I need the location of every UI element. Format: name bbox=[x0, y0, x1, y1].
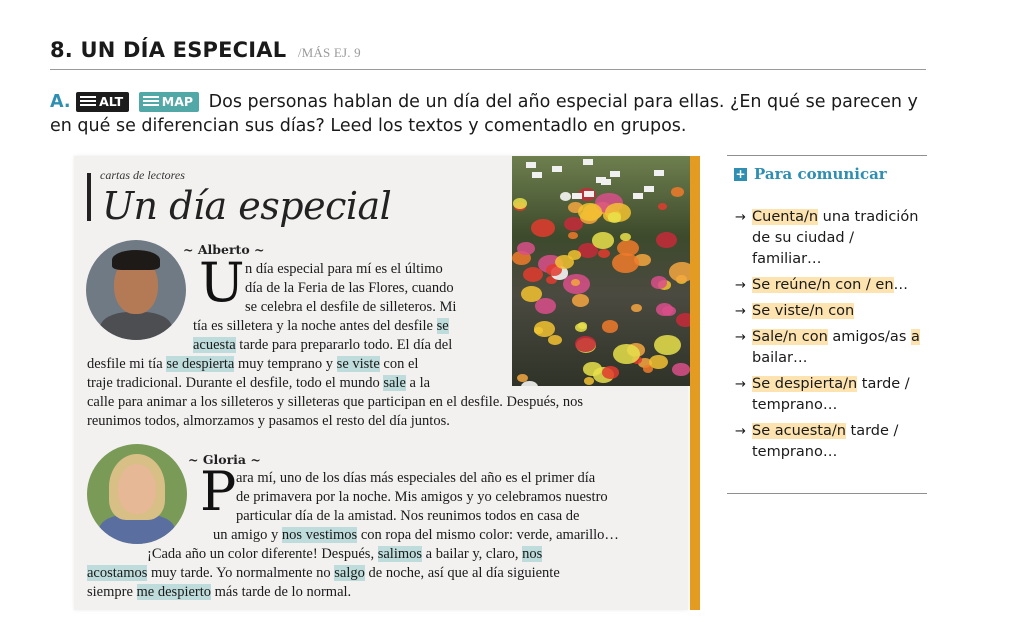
article-line bbox=[87, 393, 583, 412]
article-line bbox=[193, 317, 449, 336]
text-run: se celebra el desfile de silleteros. Mi bbox=[245, 299, 457, 315]
text-run: amigos/as bbox=[827, 329, 911, 345]
highlighted-verb: a bbox=[910, 329, 920, 345]
article-line bbox=[147, 545, 542, 564]
arrow-icon: → bbox=[735, 424, 746, 439]
gloria-avatar bbox=[87, 444, 187, 544]
text-run: una tradición de su ciudad / familiar… bbox=[752, 209, 919, 267]
plus-icon[interactable]: + bbox=[735, 167, 746, 181]
highlighted-verb: Se acuesta/n bbox=[752, 423, 846, 439]
text-run: muy temprano y bbox=[234, 356, 337, 372]
dropcap-gloria: P bbox=[200, 460, 237, 523]
arrow-icon: → bbox=[735, 304, 746, 319]
expression-item bbox=[735, 207, 925, 270]
arrow-icon: → bbox=[735, 330, 746, 345]
highlighted-verb: Se viste/n con bbox=[752, 303, 855, 319]
highlighted-verb: salimos bbox=[377, 546, 423, 562]
sidebar-title bbox=[734, 165, 887, 183]
text-run: tarde / temprano… bbox=[752, 376, 910, 413]
arrow-icon: → bbox=[735, 377, 746, 392]
expression-item bbox=[735, 374, 925, 416]
arrow-icon: → bbox=[735, 278, 746, 293]
section-heading: UN DÍA ESPECIAL bbox=[80, 38, 287, 62]
text-run: a bailar y, claro, bbox=[422, 546, 523, 562]
text-run: tía es silletera y la noche antes del desfile bbox=[193, 318, 437, 334]
arrow-icon: → bbox=[735, 210, 746, 225]
menu-icon bbox=[143, 95, 159, 107]
article-title: Un día especial bbox=[102, 184, 392, 228]
article-line bbox=[236, 488, 608, 507]
text-run: tarde / temprano… bbox=[752, 423, 899, 460]
text-run: un amigo y bbox=[213, 527, 282, 543]
article-line bbox=[87, 374, 430, 393]
instruction bbox=[50, 90, 930, 138]
article-line bbox=[245, 260, 443, 279]
text-run: desfile mi tía bbox=[87, 356, 167, 372]
highlighted-verb: Cuenta/n bbox=[752, 209, 819, 225]
highlighted-verb: salgo bbox=[334, 565, 365, 581]
text-run: con ropa del mismo color: verde, amarillo… bbox=[357, 527, 619, 543]
highlighted-verb: se despierta bbox=[166, 356, 235, 372]
text-run: particular día de la amistad. Nos reunimos todos en casa de bbox=[236, 508, 580, 524]
highlighted-verb: acostamos bbox=[87, 565, 148, 581]
expression-item bbox=[735, 275, 925, 296]
sidebar-bottom-rule bbox=[727, 493, 927, 494]
highlighted-verb: nos bbox=[522, 546, 543, 562]
text-run: ¡Cada año un color diferente! Después, bbox=[147, 546, 378, 562]
text-run: de primavera por la noche. Mis amigos y yo celebramos nuestro bbox=[236, 489, 608, 505]
author-alberto: ~ Alberto ~ bbox=[183, 242, 265, 257]
author-gloria: ~ Gloria ~ bbox=[188, 452, 261, 467]
text-run: más tarde de lo normal. bbox=[211, 584, 352, 600]
section-title bbox=[50, 38, 361, 62]
magazine-label: cartas de lectores bbox=[100, 168, 185, 182]
expression-list bbox=[735, 207, 925, 468]
text-run: día de la Feria de las Flores, cuando bbox=[245, 280, 454, 296]
text-run: … bbox=[893, 277, 909, 293]
highlighted-verb: se viste bbox=[336, 356, 380, 372]
article-line bbox=[193, 336, 452, 355]
alt-badge[interactable] bbox=[76, 92, 129, 112]
text-run: reunimos todos, almorzamos y pasamos el resto del día juntos. bbox=[87, 413, 450, 429]
text-run: ara mí, uno de los días más especiales del año es el primer día bbox=[236, 470, 596, 486]
activity-letter: A. bbox=[50, 92, 71, 112]
text-run: a la bbox=[405, 375, 431, 391]
article-line bbox=[236, 469, 595, 488]
text-run: tarde para prepararlo todo. El día del bbox=[235, 337, 453, 353]
text-run: calle para animar a los silleteros y silleteras que participan en el desfile. Después, nos bbox=[87, 394, 584, 410]
text-run: con el bbox=[379, 356, 419, 372]
article-line bbox=[213, 526, 619, 545]
text-run: bailar… bbox=[752, 350, 808, 366]
section-divider bbox=[50, 69, 926, 70]
section-number: 8. bbox=[50, 38, 73, 62]
instruction-text: Dos personas hablan de un día del año especial para ellas. ¿En qué se parecen y en qué se diferencian sus días? Leed los textos y comentadlo en grupos. bbox=[50, 92, 918, 136]
text-run: siempre bbox=[87, 584, 137, 600]
article-line bbox=[236, 507, 579, 526]
highlighted-verb: nos vestimos bbox=[281, 527, 358, 543]
expression-item bbox=[735, 301, 925, 322]
title-accent-bar bbox=[87, 173, 91, 221]
highlighted-verb: Sale/n con bbox=[752, 329, 828, 345]
highlighted-verb: me despierto bbox=[136, 584, 212, 600]
expression-item bbox=[735, 327, 925, 369]
section-reference: /MÁS EJ. 9 bbox=[297, 45, 361, 60]
alberto-avatar bbox=[86, 240, 186, 340]
highlighted-verb: acuesta bbox=[193, 337, 236, 353]
highlighted-verb: Se despierta/n bbox=[752, 376, 858, 392]
text-run: traje tradicional. Durante el desfile, todo el mundo bbox=[87, 375, 384, 391]
text-run: n día especial para mí es el último bbox=[245, 261, 443, 277]
sidebar-top-rule bbox=[727, 155, 927, 156]
menu-icon bbox=[80, 95, 96, 107]
highlighted-verb: sale bbox=[383, 375, 406, 391]
article-line bbox=[87, 564, 560, 583]
alt-badge-label: ALT bbox=[99, 94, 124, 109]
article-line bbox=[245, 279, 454, 298]
text-run: de noche, así que al día siguiente bbox=[364, 565, 560, 581]
dropcap-alberto: U bbox=[199, 251, 245, 314]
sidebar-title-text: Para comunicar bbox=[754, 165, 887, 183]
map-badge[interactable] bbox=[139, 92, 199, 112]
map-badge-label: MAP bbox=[161, 94, 194, 109]
card-accent-bar bbox=[690, 156, 700, 610]
expression-item bbox=[735, 421, 925, 463]
article-line bbox=[87, 412, 450, 431]
parade-photo bbox=[512, 156, 690, 386]
highlighted-verb: Se reúne/n con / en bbox=[752, 277, 894, 293]
text-run: muy tarde. Yo normalmente no bbox=[147, 565, 335, 581]
highlighted-verb: se bbox=[436, 318, 449, 334]
article-line bbox=[87, 355, 418, 374]
article-line bbox=[245, 298, 456, 317]
article-line bbox=[87, 583, 351, 602]
